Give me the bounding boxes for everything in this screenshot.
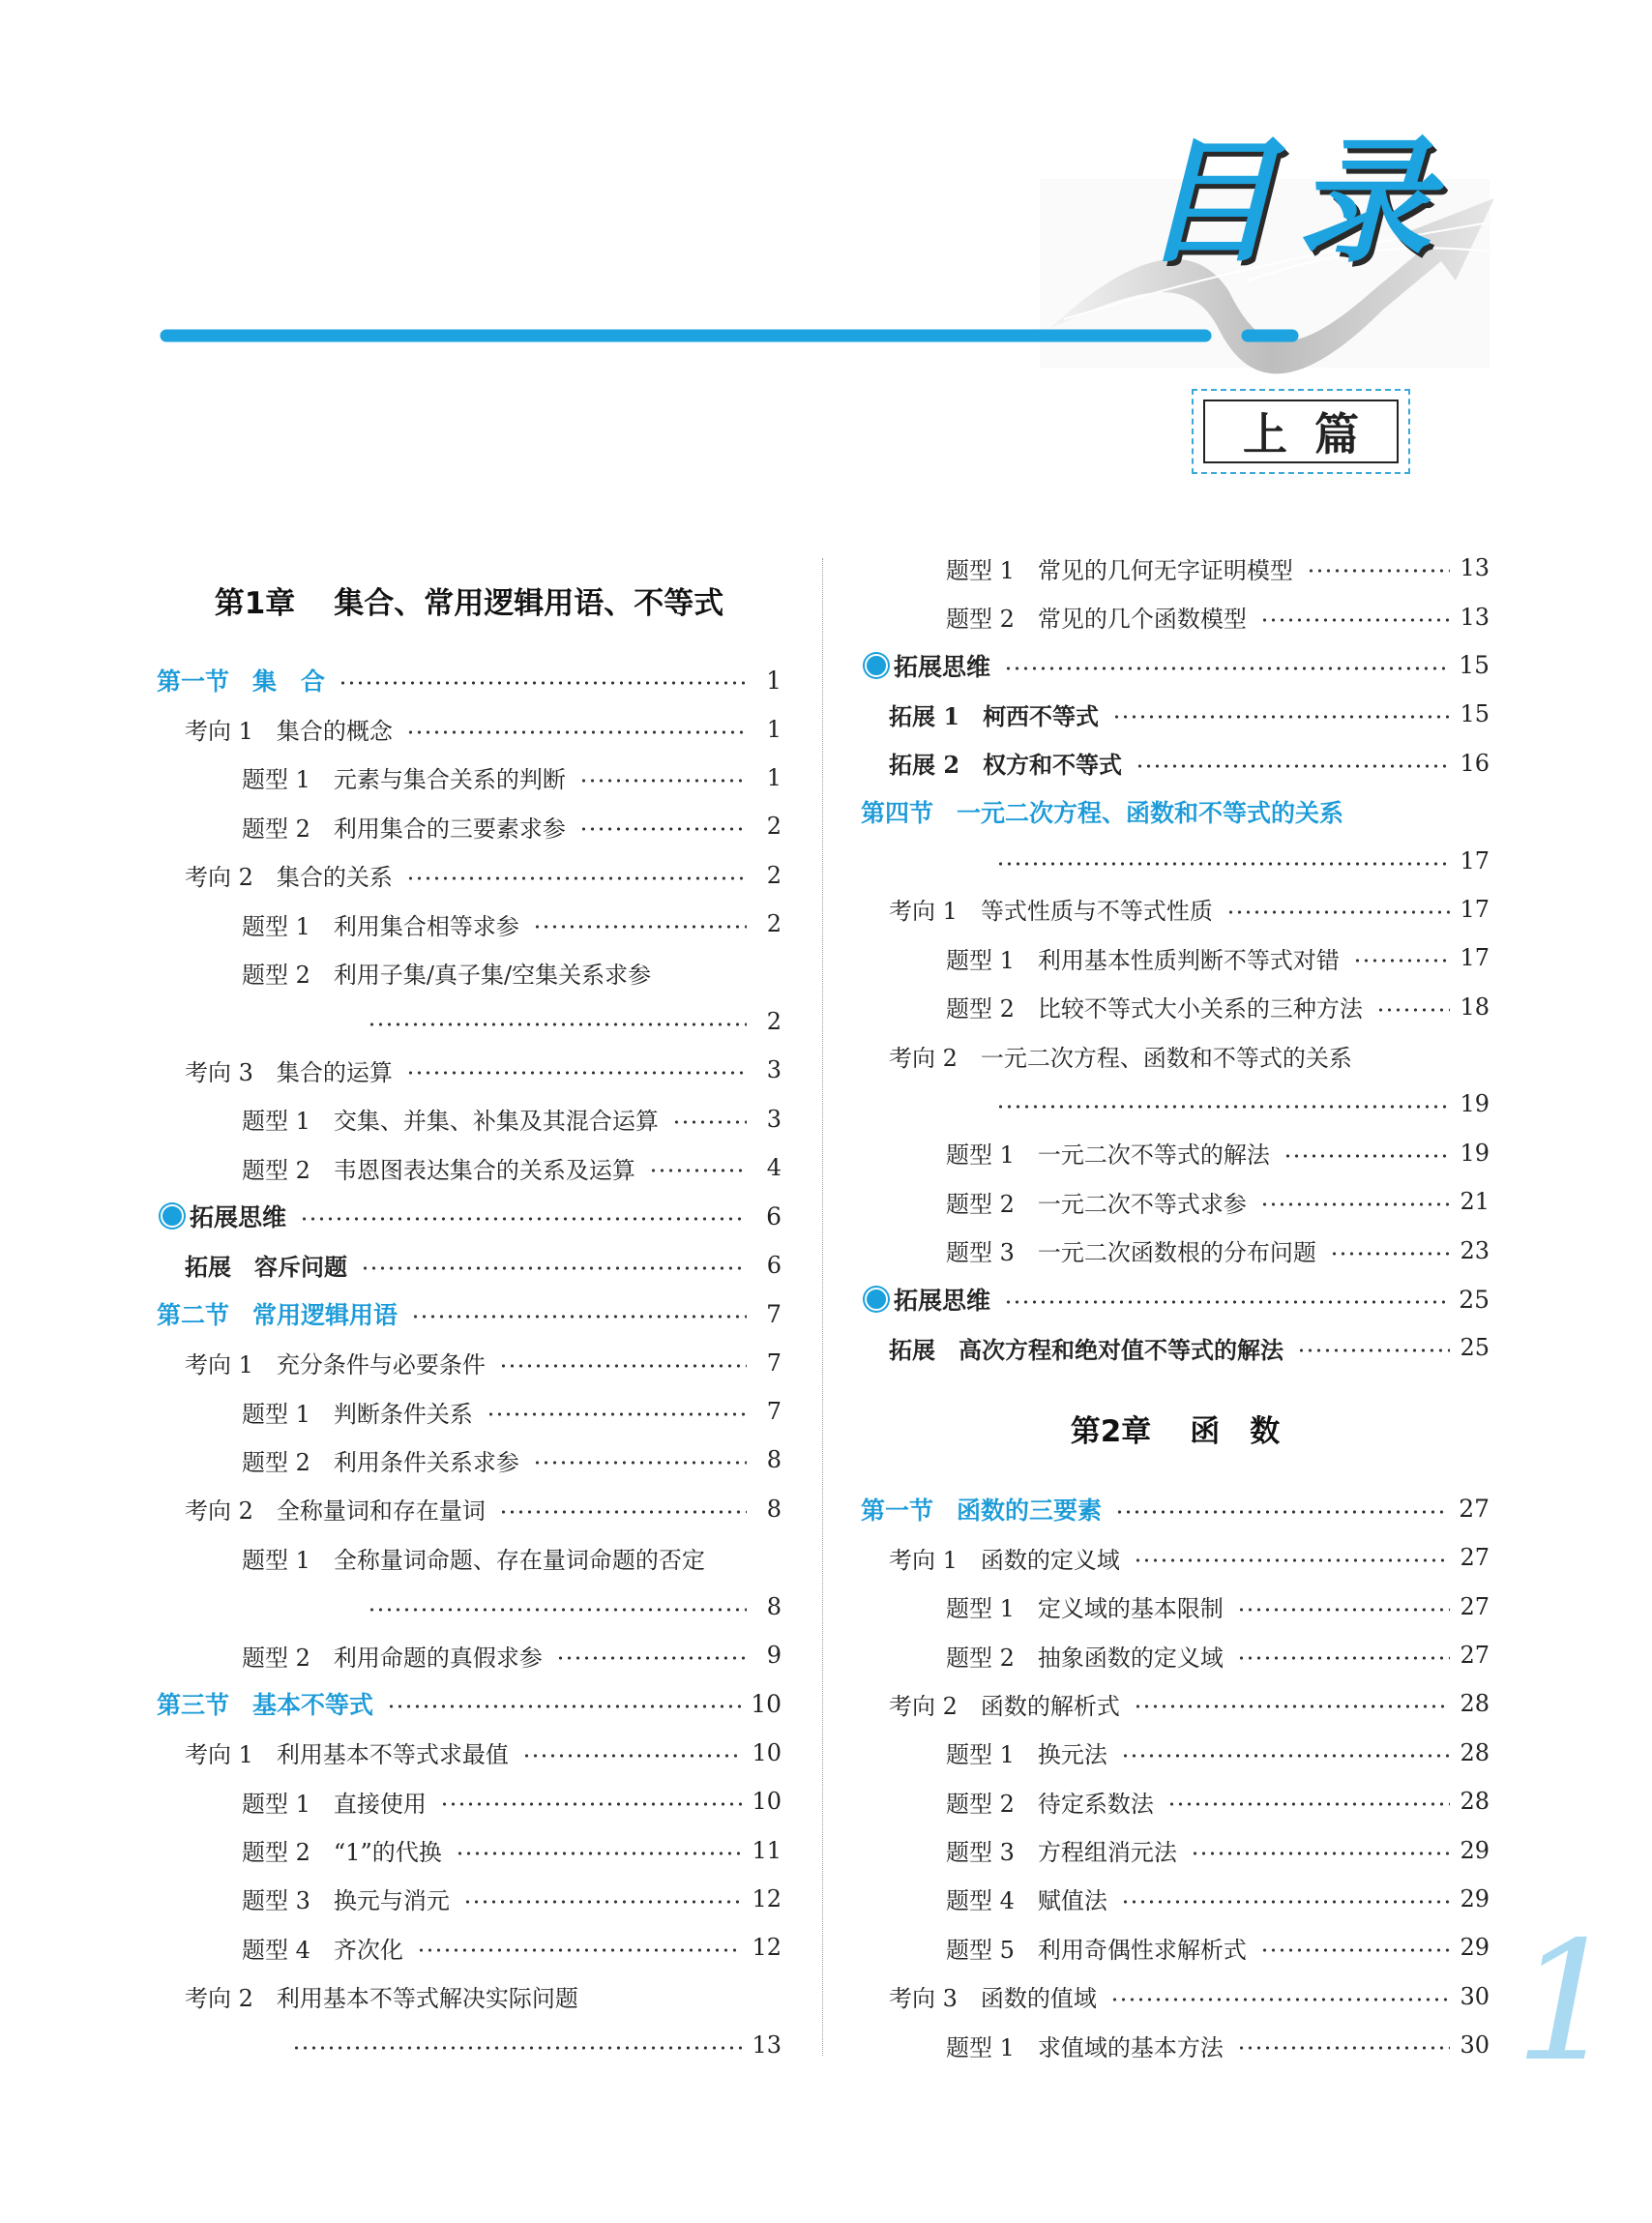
entry-label: 题型 1 xyxy=(946,946,1015,974)
dot-leader xyxy=(1330,1252,1451,1256)
dot-leader xyxy=(1307,569,1451,573)
dot-leader xyxy=(406,1071,747,1075)
dot-leader xyxy=(411,1315,747,1319)
entry-label: 题型 1 xyxy=(946,1141,1015,1170)
dot-leader xyxy=(463,1900,743,1904)
dot-leader xyxy=(1167,1802,1451,1806)
entry-page-number: 15 xyxy=(1459,651,1490,680)
entry-title: 利用基本不等式解决实际问题 xyxy=(276,1985,578,2013)
toc-topic-link[interactable] xyxy=(157,1485,782,1533)
toc-problem-type-link[interactable] xyxy=(157,1631,782,1679)
toc-problem-type-link[interactable] xyxy=(861,544,1490,592)
entry-label: 题型 2 xyxy=(946,995,1015,1023)
dot-leader xyxy=(1112,715,1450,719)
entry-title: 元素与集合关系的判断 xyxy=(333,766,566,794)
entry-title: 函数的定义域 xyxy=(980,1546,1120,1574)
entry-page-number: 23 xyxy=(1460,1236,1490,1264)
entry-page-number: 19 xyxy=(1460,1090,1490,1118)
dot-leader xyxy=(1376,1008,1451,1012)
entry-page-number: 7 xyxy=(766,1349,782,1377)
entry-page-number: 29 xyxy=(1460,1836,1490,1864)
entry-title: 全称量词命题、存在量词命题的否定 xyxy=(333,1546,705,1574)
entry-label: 第三节 xyxy=(157,1691,230,1720)
toc-topic-link[interactable] xyxy=(157,1338,782,1386)
toc-right-column xyxy=(861,544,1490,2069)
entry-title: 利用命题的真假求参 xyxy=(333,1644,543,1672)
entry-label: 题型 1 xyxy=(946,556,1015,584)
dot-leader xyxy=(417,1948,743,1952)
entry-page-number: 27 xyxy=(1460,1642,1490,1669)
dot-leader xyxy=(579,827,747,831)
entry-title: 函数的解析式 xyxy=(980,1692,1120,1720)
toc-section-link[interactable] xyxy=(157,1289,782,1338)
toc-problem-type-link[interactable] xyxy=(861,1777,1490,1825)
entry-label: 考向 1 xyxy=(889,1546,958,1574)
entry-title: 利用集合相等求参 xyxy=(333,912,519,940)
toc-problem-type-link[interactable] xyxy=(861,1825,1490,1874)
entry-label: 题型 2 xyxy=(242,1448,310,1476)
entry-title: 判断条件关系 xyxy=(333,1400,473,1428)
dot-leader xyxy=(1260,1202,1451,1206)
entry-label: 第一节 xyxy=(861,1496,934,1525)
entry-title: 一元二次方程、函数和不等式的关系 xyxy=(957,799,1344,828)
entry-page-number: 1 xyxy=(766,666,782,695)
entry-page-number: 11 xyxy=(752,1836,782,1864)
entry-page-number: 8 xyxy=(766,1592,782,1620)
toc-extension-link[interactable] xyxy=(861,1323,1490,1372)
entry-title: 等式性质与不等式性质 xyxy=(980,898,1213,926)
entry-page-number: 13 xyxy=(1460,554,1490,582)
dot-leader xyxy=(1297,1349,1450,1352)
dot-leader xyxy=(1004,667,1449,670)
toc-entry-continuation[interactable] xyxy=(861,836,1490,884)
toc-problem-type-link[interactable] xyxy=(861,934,1490,982)
entry-page-number: 27 xyxy=(1459,1495,1490,1524)
chapter-title: 函 数 xyxy=(1190,1414,1281,1450)
entry-label: 题型 3 xyxy=(946,1839,1015,1867)
dot-leader xyxy=(533,1461,747,1465)
dot-leader xyxy=(361,1266,747,1270)
entry-label: 题型 1 xyxy=(946,2033,1015,2061)
entry-title: 集 合 xyxy=(252,667,326,697)
entry-title: 交集、并集、补集及其混合运算 xyxy=(333,1108,659,1136)
bullet-circle-icon xyxy=(161,1204,184,1228)
entry-page-number: 17 xyxy=(1460,895,1490,923)
entry-page-number: 17 xyxy=(1460,944,1490,972)
toc-problem-type-link[interactable] xyxy=(157,900,782,948)
toc-entry-continuation[interactable] xyxy=(861,1080,1490,1128)
toc-extension-link[interactable] xyxy=(861,690,1490,738)
dot-leader xyxy=(533,925,747,929)
entry-title: 集合的概念 xyxy=(276,718,393,746)
entry-page-number: 2 xyxy=(766,813,782,841)
toc-topic-link[interactable] xyxy=(157,704,782,753)
entry-label: 题型 1 xyxy=(242,1790,310,1818)
toc-topic-link[interactable] xyxy=(157,851,782,900)
entry-page-number: 10 xyxy=(752,1788,782,1816)
entry-label: 题型 2 xyxy=(946,1644,1015,1672)
entry-page-number: 28 xyxy=(1460,1690,1490,1718)
chapter-number: 第2章 xyxy=(1070,1414,1152,1450)
dot-leader xyxy=(368,1023,747,1026)
toc-problem-type-link[interactable] xyxy=(861,1177,1490,1226)
dot-leader xyxy=(1237,1656,1451,1660)
entry-label: 题型 2 xyxy=(242,1644,310,1672)
toc-topic-link[interactable] xyxy=(861,885,1490,934)
dot-leader xyxy=(1004,1300,1449,1304)
entry-title: 全称量词和存在量词 xyxy=(276,1497,486,1526)
toc-problem-type-link[interactable] xyxy=(157,1095,782,1143)
column-divider xyxy=(822,558,823,2056)
entry-page-number: 12 xyxy=(752,1934,782,1962)
toc-topic-link[interactable] xyxy=(861,1679,1490,1728)
dot-leader xyxy=(1237,2046,1451,2050)
entry-title: 利用集合的三要素求参 xyxy=(333,815,566,843)
toc-problem-type-link[interactable] xyxy=(861,1923,1490,1971)
toc-problem-type-link[interactable] xyxy=(157,948,782,996)
entry-page-number: 13 xyxy=(752,2031,782,2060)
entry-title: 集合的运算 xyxy=(276,1058,393,1086)
entry-title: 直接使用 xyxy=(333,1790,427,1818)
entry-title: 韦恩图表达集合的关系及运算 xyxy=(333,1156,635,1184)
entry-label: 第一节 xyxy=(157,667,230,697)
dot-leader xyxy=(1353,959,1451,963)
dot-leader xyxy=(522,1754,743,1758)
dot-leader xyxy=(579,779,747,783)
dot-leader xyxy=(1134,1704,1451,1708)
entry-title: 利用基本不等式求最值 xyxy=(276,1741,509,1769)
toc-problem-type-link[interactable] xyxy=(157,1923,782,1971)
entry-page-number: 25 xyxy=(1459,1285,1490,1314)
entry-page-number: 28 xyxy=(1460,1738,1490,1766)
entry-label: 考向 3 xyxy=(889,1985,958,2013)
dot-leader xyxy=(996,862,1450,866)
toc-problem-type-link[interactable] xyxy=(157,1143,782,1192)
dot-leader xyxy=(1226,910,1451,914)
chapter-number: 第1章 xyxy=(214,585,296,621)
toc-topic-link[interactable] xyxy=(157,1046,782,1094)
toc-extension-link[interactable] xyxy=(157,1241,782,1289)
dot-leader xyxy=(1110,1998,1451,2001)
toc-problem-type-link[interactable] xyxy=(861,1875,1490,1923)
entry-label: 题型 2 xyxy=(242,815,310,843)
toc-entry-continuation[interactable] xyxy=(157,2021,782,2069)
entry-title: 利用基本性质判断不等式对错 xyxy=(1037,946,1340,974)
entry-page-number: 19 xyxy=(1460,1139,1490,1167)
dot-leader xyxy=(487,1412,747,1416)
entry-page-number: 10 xyxy=(752,1738,782,1766)
entry-label: 拓展 xyxy=(889,1335,935,1364)
dot-leader xyxy=(499,1510,747,1514)
entry-page-number: 2 xyxy=(766,910,782,938)
dot-leader xyxy=(387,1704,741,1708)
entry-title: 柯西不等式 xyxy=(983,701,1100,730)
entry-label: 拓展 2 xyxy=(889,751,960,780)
entry-page-number: 12 xyxy=(752,1884,782,1912)
dot-leader xyxy=(406,730,747,734)
toc-problem-type-link[interactable] xyxy=(157,1825,782,1874)
entry-title: 拓展思维 xyxy=(190,1203,287,1232)
dot-leader xyxy=(556,1656,747,1660)
entry-title: 利用条件关系求参 xyxy=(333,1448,519,1476)
toc-section-link[interactable] xyxy=(157,656,782,704)
dot-leader xyxy=(300,1217,747,1221)
entry-page-number: 16 xyxy=(1460,749,1490,777)
entry-page-number: 3 xyxy=(766,1056,782,1084)
entry-title: 拓展思维 xyxy=(894,1287,991,1316)
dot-leader xyxy=(672,1120,747,1124)
entry-label: 题型 1 xyxy=(242,912,310,940)
dot-leader xyxy=(368,1608,747,1612)
entry-title: 函数的三要素 xyxy=(957,1496,1103,1525)
entry-label: 考向 2 xyxy=(889,1044,958,1072)
chapter-heading xyxy=(861,1373,1490,1485)
entry-page-number: 30 xyxy=(1460,2031,1490,2060)
entry-page-number: 7 xyxy=(766,1299,782,1328)
entry-title: 权方和不等式 xyxy=(983,751,1123,780)
entry-title: 一元二次不等式的解法 xyxy=(1037,1141,1270,1170)
toc-problem-type-link[interactable] xyxy=(157,1875,782,1923)
entry-label: 题型 2 xyxy=(242,1156,310,1184)
dot-leader xyxy=(1115,1510,1449,1514)
toc-entry-continuation[interactable] xyxy=(157,997,782,1046)
toc-left-column xyxy=(157,544,782,2069)
entry-title: 定义域的基本限制 xyxy=(1037,1595,1224,1623)
entry-page-number: 8 xyxy=(766,1446,782,1474)
entry-title: 比较不等式大小关系的三种方法 xyxy=(1037,995,1363,1023)
toc-extension-heading[interactable] xyxy=(861,641,1490,690)
entry-page-number: 8 xyxy=(766,1495,782,1523)
dot-leader xyxy=(292,2046,742,2050)
entry-label: 考向 2 xyxy=(185,1985,253,2013)
toc-section-link[interactable] xyxy=(861,787,1490,836)
entry-title: 求值域的基本方法 xyxy=(1037,2033,1224,2061)
toc-extension-heading[interactable] xyxy=(861,1275,1490,1323)
dot-leader xyxy=(1237,1608,1451,1612)
dot-leader xyxy=(406,876,747,880)
dot-leader xyxy=(1260,1948,1451,1952)
entry-page-number: 25 xyxy=(1460,1334,1490,1362)
entry-page-number: 4 xyxy=(766,1154,782,1182)
entry-title: 拓展思维 xyxy=(894,652,991,681)
toc-extension-link[interactable] xyxy=(861,739,1490,787)
toc-extension-heading[interactable] xyxy=(157,1192,782,1240)
entry-page-number: 29 xyxy=(1460,1884,1490,1912)
dot-leader xyxy=(649,1169,747,1172)
entry-title: 换元与消元 xyxy=(333,1887,450,1915)
entry-title: 抽象函数的定义域 xyxy=(1037,1644,1224,1672)
entry-label: 题型 1 xyxy=(242,1546,310,1574)
entry-label: 题型 1 xyxy=(946,1595,1015,1623)
entry-label: 题型 4 xyxy=(242,1936,310,1964)
entry-page-number: 27 xyxy=(1460,1592,1490,1620)
toc-problem-type-link[interactable] xyxy=(861,592,1490,640)
entry-page-number: 6 xyxy=(766,1201,782,1230)
entry-page-number: 27 xyxy=(1460,1544,1490,1572)
entry-label: 考向 3 xyxy=(185,1058,253,1086)
entry-title: 一元二次方程、函数和不等式的关系 xyxy=(980,1044,1352,1072)
entry-page-number: 28 xyxy=(1460,1788,1490,1816)
bullet-circle-icon xyxy=(865,1288,888,1311)
volume-label: 上篇 xyxy=(1203,400,1399,463)
entry-label: 拓展 xyxy=(185,1253,231,1282)
entry-page-number: 3 xyxy=(766,1105,782,1133)
entry-label: 考向 1 xyxy=(889,898,958,926)
toc-problem-type-link[interactable] xyxy=(157,754,782,802)
toc-entry-continuation[interactable] xyxy=(157,1582,782,1630)
toc-problem-type-link[interactable] xyxy=(157,1533,782,1582)
dot-leader xyxy=(1283,1154,1451,1158)
entry-label: 题型 1 xyxy=(946,1741,1015,1769)
entry-label: 题型 2 xyxy=(242,1839,310,1867)
entry-page-number: 9 xyxy=(766,1642,782,1669)
entry-label: 考向 1 xyxy=(185,1351,253,1379)
entry-label: 题型 4 xyxy=(946,1887,1015,1915)
entry-page-number: 21 xyxy=(1460,1188,1490,1216)
dot-leader xyxy=(1134,1558,1451,1562)
toc-section-link[interactable] xyxy=(861,1485,1490,1533)
entry-label: 考向 2 xyxy=(889,1692,958,1720)
entry-title: 常用逻辑用语 xyxy=(252,1301,398,1330)
dot-leader xyxy=(456,1852,743,1855)
toc-problem-type-link[interactable] xyxy=(861,1729,1490,1777)
dot-leader xyxy=(440,1802,743,1806)
entry-title: 函数的值域 xyxy=(980,1985,1097,2013)
entry-title: 高次方程和绝对值不等式的解法 xyxy=(959,1335,1283,1364)
entry-label: 题型 3 xyxy=(946,1239,1015,1267)
entry-title: “1”的代换 xyxy=(333,1839,442,1867)
dot-leader xyxy=(499,1364,747,1368)
dot-leader xyxy=(996,1105,1450,1109)
dot-leader xyxy=(1136,764,1450,768)
entry-label: 题型 1 xyxy=(242,1108,310,1136)
toc-problem-type-link[interactable] xyxy=(861,2021,1490,2069)
entry-label: 考向 1 xyxy=(185,1741,253,1769)
entry-label: 第四节 xyxy=(861,799,934,828)
entry-title: 基本不等式 xyxy=(252,1691,374,1720)
toc-title: 目录 xyxy=(1141,124,1452,282)
volume-badge xyxy=(1192,389,1410,474)
entry-label: 第二节 xyxy=(157,1301,230,1330)
toc-problem-type-link[interactable] xyxy=(861,1631,1490,1679)
entry-label: 题型 2 xyxy=(242,962,310,990)
entry-title: 充分条件与必要条件 xyxy=(276,1351,486,1379)
entry-page-number: 1 xyxy=(766,763,782,791)
toc-problem-type-link[interactable] xyxy=(861,983,1490,1031)
toc-topic-link[interactable] xyxy=(861,1031,1490,1080)
entry-title: 利用子集/真子集/空集关系求参 xyxy=(333,962,652,990)
toc-topic-link[interactable] xyxy=(157,1729,782,1777)
entry-page-number: 30 xyxy=(1460,1982,1490,2010)
entry-label: 题型 1 xyxy=(242,766,310,794)
toc-topic-link[interactable] xyxy=(157,1972,782,2021)
toc-problem-type-link[interactable] xyxy=(861,1582,1490,1630)
entry-title: 容斥问题 xyxy=(254,1253,347,1282)
toc-problem-type-link[interactable] xyxy=(157,1777,782,1825)
toc-problem-type-link[interactable] xyxy=(861,1129,1490,1177)
entry-title: 换元法 xyxy=(1037,1741,1107,1769)
chapter-title: 集合、常用逻辑用语、不等式 xyxy=(334,585,724,621)
toc-problem-type-link[interactable] xyxy=(157,1387,782,1436)
entry-label: 题型 5 xyxy=(946,1936,1015,1964)
dot-leader xyxy=(1121,1754,1451,1758)
entry-page-number: 18 xyxy=(1460,993,1490,1021)
entry-title: 利用奇偶性求解析式 xyxy=(1037,1936,1247,1964)
dot-leader xyxy=(1260,618,1451,622)
entry-title: 方程组消元法 xyxy=(1037,1839,1177,1867)
entry-page-number: 29 xyxy=(1460,1934,1490,1962)
toc-section-link[interactable] xyxy=(157,1679,782,1728)
dot-leader xyxy=(1191,1852,1451,1855)
bullet-circle-icon xyxy=(865,654,888,677)
entry-page-number: 2 xyxy=(766,1007,782,1035)
entry-page-number: 1 xyxy=(766,715,782,743)
entry-label: 考向 1 xyxy=(185,718,253,746)
entry-page-number: 10 xyxy=(751,1689,782,1718)
entry-page-number: 17 xyxy=(1460,846,1490,874)
toc-problem-type-link[interactable] xyxy=(861,1226,1490,1274)
entry-title: 齐次化 xyxy=(333,1936,403,1964)
entry-title: 常见的几何无字证明模型 xyxy=(1037,556,1293,584)
entry-label: 考向 2 xyxy=(185,1497,253,1526)
entry-title: 一元二次不等式求参 xyxy=(1037,1190,1247,1218)
entry-page-number: 15 xyxy=(1460,700,1490,728)
dot-leader xyxy=(339,681,747,685)
entry-label: 考向 2 xyxy=(185,864,253,892)
page-number: 1 xyxy=(1515,1907,1620,2098)
entry-title: 一元二次函数根的分布问题 xyxy=(1037,1239,1316,1267)
toc-topic-link[interactable] xyxy=(861,1533,1490,1582)
entry-page-number: 2 xyxy=(766,861,782,889)
entry-title: 待定系数法 xyxy=(1037,1790,1154,1818)
entry-label: 题型 3 xyxy=(242,1887,310,1915)
entry-page-number: 6 xyxy=(766,1251,782,1279)
toc-topic-link[interactable] xyxy=(861,1972,1490,2021)
toc-problem-type-link[interactable] xyxy=(157,802,782,850)
dot-leader xyxy=(1121,1900,1451,1904)
entry-page-number: 13 xyxy=(1460,603,1490,631)
entry-label: 拓展 1 xyxy=(889,701,960,730)
entry-label: 题型 2 xyxy=(946,606,1015,634)
entry-page-number: 7 xyxy=(766,1398,782,1426)
entry-label: 题型 2 xyxy=(946,1790,1015,1818)
chapter-heading xyxy=(157,544,782,656)
toc-problem-type-link[interactable] xyxy=(157,1436,782,1484)
entry-title: 常见的几个函数模型 xyxy=(1037,606,1247,634)
entry-label: 题型 1 xyxy=(242,1400,310,1428)
entry-title: 赋值法 xyxy=(1037,1887,1107,1915)
entry-title: 集合的关系 xyxy=(276,864,393,892)
entry-label: 题型 2 xyxy=(946,1190,1015,1218)
